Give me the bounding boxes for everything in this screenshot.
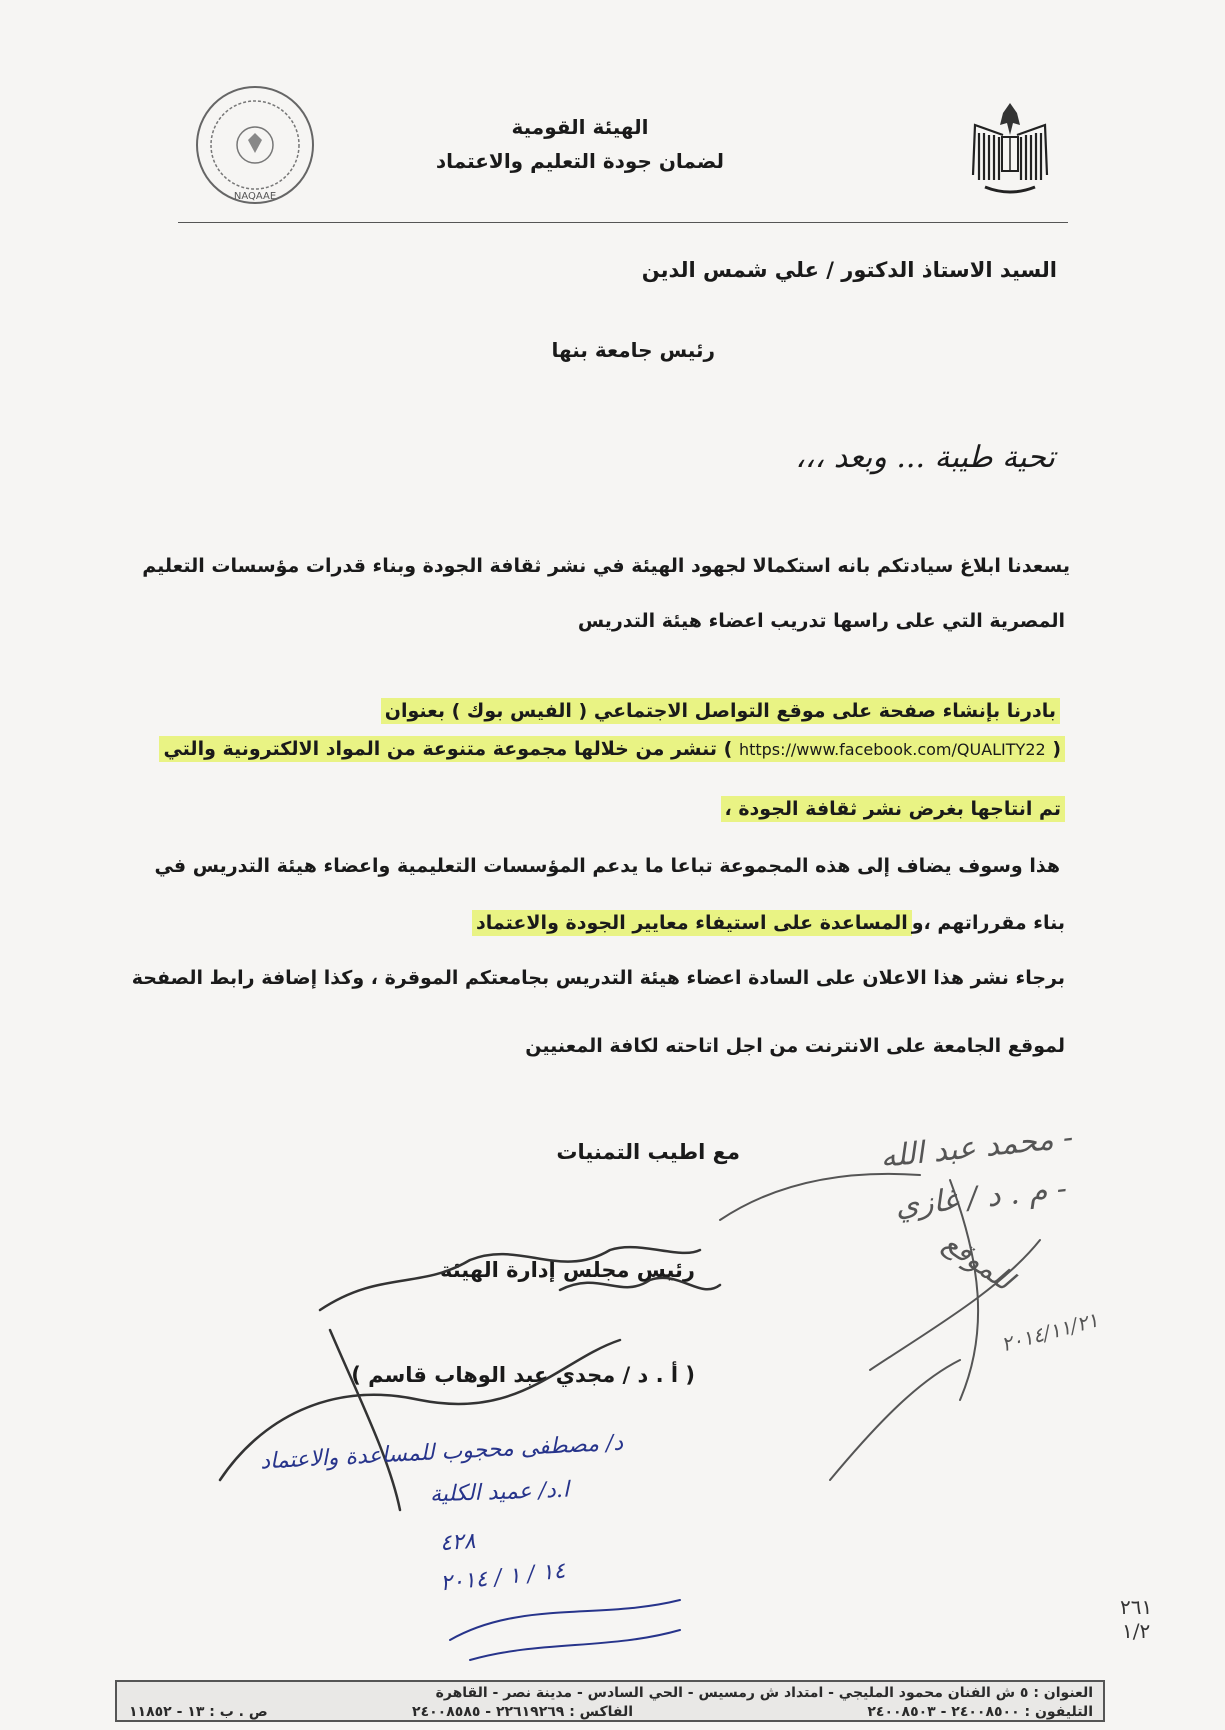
paren-open: ( [1052,738,1061,760]
greeting: تحية طيبة ... وبعد ،،، [795,440,1055,475]
paragraph2-line1 [381,700,1060,722]
handwritten-note-pencil: للموقع [937,1225,1020,1298]
footer-address-box [115,1680,1105,1722]
paragraph2-line2 [159,738,1065,760]
addressee: السيد الاستاذ الدكتور / علي شمس الدين [641,258,1057,282]
footer-pobox: ص . ب : ١٣ - ١١٨٥٢ [129,1704,268,1720]
pencil-stroke [720,1174,920,1220]
footer-address: العنوان : ٥ ش الفنان محمود المليجي - امتداد ش رمسيس - الحي السادس - مدينة نصر - القاهرة [435,1685,1093,1701]
paragraph3-line2-plain: بناء مقرراتهم ،و [911,912,1065,934]
highlighted-text: بادرنا بإنشاء صفحة على موقع التواصل الاجتماعي ( الفيس بوك ) بعنوان [381,698,1060,724]
signatory-title: رئيس مجلس إدارة الهيئة [439,1258,695,1282]
handwritten-note-pencil: ٢٠١٤/١١/٢١ [998,1307,1101,1357]
org-name-line2: لضمان جودة التعليم والاعتماد [435,149,725,173]
reference-number-sub: ١/٢ [1122,1619,1151,1643]
handwritten-note-blue: ١٤ / ١ / ٢٠١٤ [439,1558,567,1597]
footer-fax: الفاكس : ٢٢٦١٩٢٦٩ - ٢٤٠٠٨٥٨٥ [412,1704,633,1720]
handwritten-note-blue: ٤٢٨ [439,1528,477,1557]
handwritten-note-pencil: - محمد عبد الله [878,1119,1075,1176]
footer-phone: التليفون : ٢٤٠٠٨٥٠٠ - ٢٤٠٠٨٥٠٣ [867,1704,1093,1720]
paragraph2-line3 [721,798,1066,820]
paragraph3-line1: هذا وسوف يضاف إلى هذه المجموعة تباعا ما يدعم المؤسسات التعليمية واعضاء هيئة التدريس في [154,855,1060,877]
recipient-role: رئيس جامعة بنها [551,338,715,362]
signatory-name: ( أ . د / مجدي عبد الوهاب قاسم ) [351,1363,695,1387]
svg-text:NAQAAE: NAQAAE [233,191,277,202]
highlighted-text: المساعدة على استيفاء معايير الجودة والاعتماد [472,910,912,936]
paragraph1-line2: المصرية التي على راسها تدريب اعضاء هيئة التدريس [577,610,1065,632]
org-name-line1: الهيئة القومية [511,115,649,139]
organization-header [380,115,780,173]
handwritten-note-blue: د/ مصطفى محجوب للمساعدة والاعتماد [259,1430,624,1475]
facebook-link[interactable]: https://www.facebook.com/QUALITY22 [738,740,1046,759]
highlighted-text: تم انتاجها بغرض نشر ثقافة الجودة ، [721,796,1066,822]
egypt-eagle-emblem-icon [955,95,1065,205]
handwritten-note-pencil: - م . د / غازي [893,1171,1069,1224]
paragraph1-line1: يسعدنا ابلاغ سيادتكم بانه استكمالا لجهود الهيئة في نشر ثقافة الجودة وبناء قدرات مؤسسات التعليم [142,555,1070,577]
ink-stroke [450,1600,680,1640]
signature-stroke [330,1330,400,1510]
ink-stroke [470,1630,680,1660]
pencil-stroke [830,1360,960,1480]
paragraph2-line2-rest: ) تنشر من خلالها مجموعة متنوعة من المواد الالكترونية والتي [163,738,733,760]
paragraph3-line4: لموقع الجامعة على الانترنت من اجل اتاحته لكافة المعنيين [525,1035,1065,1057]
paragraph3-line3: برجاء نشر هذا الاعلان على السادة اعضاء هيئة التدريس بجامعتكم الموقرة ، وكذا إضافة رابط الصفحة [131,967,1065,989]
highlighted-text [159,736,1065,762]
handwritten-note-blue: ا.د/ عميد الكلية [429,1477,570,1508]
paragraph3-line2 [472,912,1065,934]
reference-number-main: ٢٦١ [1120,1595,1153,1619]
reference-number [1120,1595,1152,1643]
header-divider [178,222,1068,223]
closing-regards: مع اطيب التمنيات [556,1140,740,1164]
naqaae-seal-icon [180,75,330,215]
